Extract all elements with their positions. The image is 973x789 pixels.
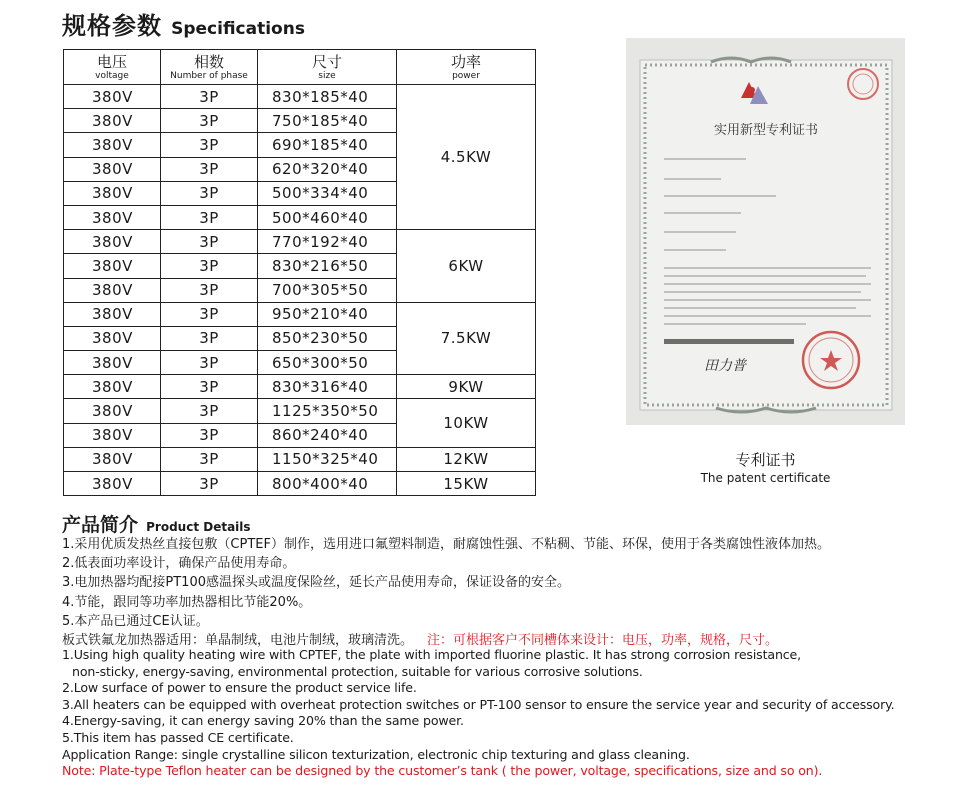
specifications-table: [63, 49, 536, 496]
table-row: [64, 447, 536, 471]
table-row: [64, 472, 536, 496]
header-voltage-zh: 电压: [96, 52, 127, 71]
certificate-caption-zh: 专利证书: [735, 451, 796, 469]
cell-size: 620*320*40: [258, 157, 397, 181]
table-row: [64, 85, 536, 109]
cell-phase: 3P: [161, 109, 258, 133]
cell-phase: 3P: [161, 85, 258, 109]
header-power-zh: 功率: [450, 52, 481, 71]
header-size-en: size: [318, 70, 336, 81]
table-header-row: [64, 50, 536, 85]
cell-phase: 3P: [161, 375, 258, 399]
cell-size: 650*300*50: [258, 351, 397, 375]
cell-voltage: 380V: [64, 423, 161, 447]
cell-power: 10KW: [397, 399, 536, 447]
cell-voltage: 380V: [64, 447, 161, 471]
cell-voltage: 380V: [64, 375, 161, 399]
cell-size: 500*460*40: [258, 205, 397, 229]
detail-zh-line: 2.低表面功率设计，确保产品使用寿命。: [62, 556, 296, 572]
cell-size: 830*316*40: [258, 375, 397, 399]
cell-voltage: 380V: [64, 133, 161, 157]
certificate-title: 实用新型专利证书: [713, 123, 819, 138]
detail-en-line: 1.Using high quality heating wire with CPTEF, the plate with imported fluorine plastic. It has strong corrosion resistance,: [62, 647, 802, 662]
table-row: [64, 399, 536, 423]
cell-size: 860*240*40: [258, 423, 397, 447]
cell-size: 830*216*50: [258, 254, 397, 278]
cell-voltage: 380V: [64, 109, 161, 133]
cell-size: 950*210*40: [258, 302, 397, 326]
detail-zh-line: 1.采用优质发热丝直接包敷（CPTEF）制作，选用进口氟塑料制造，耐腐蚀性强、不粘稠、节能、环保，使用于各类腐蚀性液体加热。: [62, 537, 830, 552]
detail-zh-note: 注：可根据客户不同槽体来设计：电压，功率，规格，尺寸。: [427, 633, 779, 649]
cell-voltage: 380V: [64, 472, 161, 496]
specifications-table-body: [64, 85, 536, 496]
table-row: [64, 375, 536, 399]
cell-voltage: 380V: [64, 85, 161, 109]
cell-voltage: 380V: [64, 351, 161, 375]
cell-phase: 3P: [161, 399, 258, 423]
header-size: [258, 50, 397, 85]
cell-size: 750*185*40: [258, 109, 397, 133]
detail-en-line: 2.Low surface of power to ensure the product service life.: [62, 680, 417, 696]
detail-en-line: non-sticky, energy-saving, environmental protection, suitable for various corrosive solutions.: [72, 663, 643, 679]
cell-voltage: 380V: [64, 157, 161, 181]
detail-en-note: Note: Plate-type Teflon heater can be designed by the customer’s tank ( the power, voltage, specifications, size and so on).: [62, 763, 823, 779]
product-details-en: [62, 647, 894, 780]
cell-voltage: 380V: [64, 205, 161, 229]
cell-size: 500*334*40: [258, 181, 397, 205]
patent-certificate-image: [626, 38, 905, 425]
header-phase-zh: 相数: [193, 52, 224, 71]
cell-phase: 3P: [161, 302, 258, 326]
cell-phase: 3P: [161, 472, 258, 496]
product-details-heading: [62, 510, 251, 537]
cell-size: 800*400*40: [258, 472, 397, 496]
cell-size: 830*185*40: [258, 85, 397, 109]
cell-size: 770*192*40: [258, 230, 397, 254]
cell-power: 12KW: [397, 447, 536, 471]
cell-phase: 3P: [161, 278, 258, 302]
cell-power: 15KW: [397, 472, 536, 496]
detail-en-line: 3.All heaters can be equipped with overheat protection switches or PT-100 sensor to ensure the service year and security of accessory.: [62, 696, 895, 712]
cell-phase: 3P: [161, 205, 258, 229]
cell-phase: 3P: [161, 351, 258, 375]
cell-size: 690*185*40: [258, 133, 397, 157]
specifications-heading-zh: 规格参数: [62, 12, 162, 40]
certificate-caption-en: The patent certificate: [700, 471, 831, 485]
cell-power: 6KW: [397, 230, 536, 303]
product-details-zh: [62, 535, 830, 650]
header-power-en: power: [452, 70, 480, 81]
specifications-heading: [62, 6, 305, 41]
header-size-zh: 尺寸: [311, 52, 342, 71]
cell-size: 1150*325*40: [258, 447, 397, 471]
certificate-signature: 田力普: [704, 358, 746, 374]
detail-en-line: 5.This item has passed CE certificate.: [62, 729, 294, 745]
header-phase-en: Number of phase: [170, 70, 248, 81]
detail-zh-line: 3.电加热器均配接PT100感温探头或温度保险丝，延长产品使用寿命，保证设备的安全。: [62, 575, 570, 591]
cell-voltage: 380V: [64, 230, 161, 254]
cell-size: 850*230*50: [258, 326, 397, 350]
cell-power: 7.5KW: [397, 302, 536, 375]
cell-power: 9KW: [397, 375, 536, 399]
detail-zh-line: 4.节能，跟同等功率加热器相比节能20%。: [62, 594, 312, 610]
cell-power: 4.5KW: [397, 85, 536, 230]
cell-phase: 3P: [161, 423, 258, 447]
cell-phase: 3P: [161, 230, 258, 254]
table-row: [64, 302, 536, 326]
table-row: [64, 230, 536, 254]
product-details-heading-en: Product Details: [146, 520, 251, 534]
barcode-icon: [664, 339, 794, 344]
certificate-illustration: [626, 38, 905, 425]
header-power: [397, 50, 536, 85]
detail-en-line: 4.Energy-saving, it can energy saving 20% than the same power.: [62, 713, 464, 729]
header-phase: [161, 50, 258, 85]
cell-phase: 3P: [161, 254, 258, 278]
header-voltage-en: voltage: [95, 70, 129, 81]
header-voltage: [64, 50, 161, 85]
detail-zh-application: 板式铁氟龙加热器适用：单晶制绒，电池片制绒，玻璃清洗。: [62, 633, 414, 649]
cell-phase: 3P: [161, 181, 258, 205]
cell-size: 700*305*50: [258, 278, 397, 302]
cell-voltage: 380V: [64, 278, 161, 302]
cell-voltage: 380V: [64, 302, 161, 326]
cell-voltage: 380V: [64, 326, 161, 350]
cell-phase: 3P: [161, 157, 258, 181]
product-details-heading-zh: 产品简介: [62, 514, 139, 536]
cell-phase: 3P: [161, 326, 258, 350]
detail-en-line: Application Range: single crystalline silicon texturization, electronic chip texturing and glass cleaning.: [62, 746, 690, 762]
cell-voltage: 380V: [64, 399, 161, 423]
detail-zh-line: 5.本产品已通过CE认证。: [62, 613, 209, 629]
cell-size: 1125*350*50: [258, 399, 397, 423]
cell-voltage: 380V: [64, 254, 161, 278]
cell-voltage: 380V: [64, 181, 161, 205]
cell-phase: 3P: [161, 447, 258, 471]
cell-phase: 3P: [161, 133, 258, 157]
specifications-heading-en: Specifications: [171, 19, 305, 39]
